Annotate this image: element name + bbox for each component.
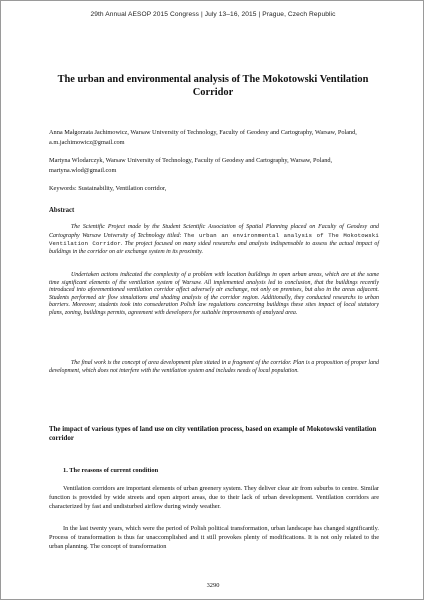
abstract-p1-text-a: The Scientific Project made by the Student Scientific Association of Spatial Planning placed on Faculty of Geodesy and Cartography Warsaw University of Technology titled: (49, 224, 379, 239)
abstract-p1-text-b: . The project focused on many sided researchs and analysis indispensable to assess the actual impact of buildings in the corridor on air exchange system in its proximity. (49, 241, 379, 255)
paper-title: The urban and environmental analysis of The Mokotowski Ventilation Corridor (57, 74, 369, 98)
author-1: Anna Małgorzata Jachimowicz, Warsaw University of Technology, Faculty of Geodesy and Cartography, Warsaw, Poland, a.m.jachimowicz@gmail.com (49, 129, 357, 146)
author-2: Martyna Wlodarczyk, Warsaw University of Technology, Faculty of Geodesy and Cartography, Warsaw, Poland, martyna.wlod@gmail.com (49, 157, 333, 174)
subsection-heading: 1. The reasons of current condition (63, 467, 159, 474)
section-heading: The impact of various types of land use on city ventilation process, based on example of Mokotowski ventilation corridor (49, 426, 377, 442)
page-number: 3290 (206, 582, 220, 589)
abstract-paragraph-2: Undertaken actions indicated the complexity of a problem with location buildings in open urban areas, which are at the same time significant elements of the ventilation system of Warsaw. All implemented analysis led to conclusion, that the buildings recently introduced into aforementioned ventilation corridor affect adversely air exchange, not only on premises, but also in the areas adjacent. Students performed air flow simulations and shading analysis of the corridor region. Additionally, they conducted researchs to urban barriers. Moreover, students took into consederation Polish law regulations concerning buildings these sites impact of local statutory plans, zoning, buildings permits, agreement with developers for suitable improvements of analyzed area. (49, 272, 379, 316)
running-header: 29th Annual AESOP 2015 Congress | July 13–16, 2015 | Prague, Czech Republic (90, 11, 336, 18)
body-paragraph-1: Ventilation corridors are important elements of urban greenery system. They deliver clear air from suburbs to centre. Similar function is provided by wide streets and open airport areas, due to their lack of urban development. Ventilation corridors are characterized by fast and undisturbed airflow during windy weather. (49, 485, 379, 510)
abstract-paragraph-1 (49, 224, 379, 256)
body-paragraph-2: In the last twenty years, which were the period of Polish political transformation, urban landscape has changed significantly. Process of transformation is thus far unaccomplished and it still provokes plenty of modifications. It is not only related to the urban planning. The concept of transformation (49, 525, 379, 550)
abstract-heading: Abstract (49, 207, 75, 214)
abstract-p1-project-title: The urban an environmental analysis of The Mokotowski Ventilation Corridor (49, 231, 379, 248)
keywords: Keywords: Sustainability, Ventilation corridor, (49, 185, 167, 192)
abstract-paragraph-3: The final work is the concept of area development plan sitated in a fragment of the corridor. Plan is a proposition of proper land development, which does not interfere with the ventilation system and includes needs of local population. (49, 360, 379, 374)
